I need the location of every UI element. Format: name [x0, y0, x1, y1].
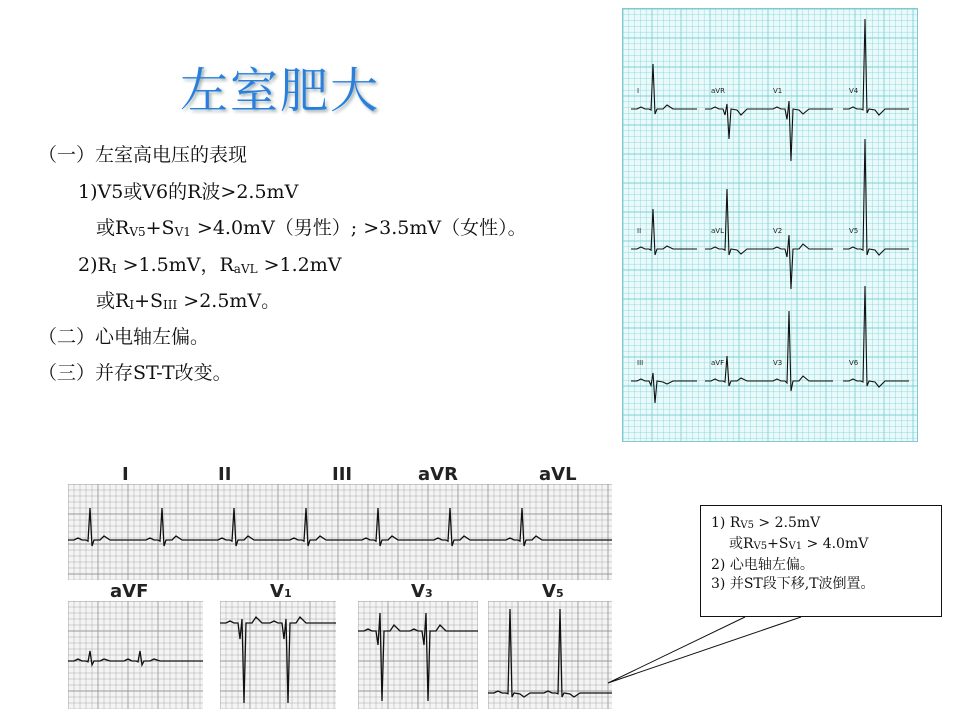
callout-box — [700, 505, 942, 617]
lead-label-avf: aVF — [110, 581, 149, 602]
callout-line-1: 1) RV5 > 2.5mV — [711, 515, 821, 531]
slide-title: 左室肥大 — [180, 63, 381, 119]
panel-lead-label: V5 — [849, 227, 859, 235]
callout-line-3: 2) 心电轴左偏。 — [711, 557, 814, 573]
ecg-strip-v5 — [488, 601, 612, 709]
section-1-item-2b: 或RI+SIII >2.5mV。 — [96, 290, 281, 312]
panel-lead-label: I — [637, 87, 640, 95]
panel-lead-label: V2 — [773, 227, 783, 235]
panel-lead-label: II — [637, 227, 642, 235]
ecg-strip-limb-leads — [68, 484, 612, 580]
panel-lead-label: aVL — [711, 227, 724, 235]
section-3: （三）并存ST-T改变。 — [38, 362, 232, 384]
section-1-item-1b: 或RV5+SV1 >4.0mV（男性）; >3.5mV（女性）。 — [96, 217, 527, 239]
lead-label-v3: V3 — [411, 581, 433, 602]
section-1-heading: （一）左室高电压的表现 — [38, 144, 248, 166]
panel-lead-label: aVF — [711, 359, 725, 367]
section-1-item-1: 1)V5或V6的R波>2.5mV — [78, 181, 299, 203]
section-2: （二）心电轴左偏。 — [38, 326, 210, 348]
callout-line-2: 或RV5+SV1 > 4.0mV — [729, 536, 869, 552]
ecg-strip-avf — [68, 601, 203, 709]
ecg-12-lead-panel — [622, 8, 918, 442]
section-1-item-2: 2)RI >1.5mV，RaVL >1.2mV — [78, 254, 342, 276]
panel-lead-label: V6 — [849, 359, 859, 367]
lead-label-i: I — [122, 464, 129, 485]
lead-label-avl: aVL — [539, 464, 577, 485]
lead-label-v5: V5 — [542, 581, 564, 602]
lead-label-v1: V1 — [270, 581, 292, 602]
ecg-12-lead-image — [623, 9, 917, 441]
callout-line-4: 3) 并ST段下移,T波倒置。 — [711, 576, 875, 592]
panel-lead-label: V4 — [849, 87, 859, 95]
ecg-strip-v3 — [358, 601, 478, 709]
panel-lead-label: aVR — [711, 87, 725, 95]
panel-lead-label: V3 — [773, 359, 783, 367]
panel-lead-label: III — [637, 359, 644, 367]
ecg-strip-v1 — [220, 601, 336, 709]
panel-lead-label: V1 — [773, 87, 783, 95]
lead-label-ii: II — [218, 464, 232, 485]
lead-label-iii: III — [332, 464, 353, 485]
lead-label-avr: aVR — [418, 464, 458, 485]
